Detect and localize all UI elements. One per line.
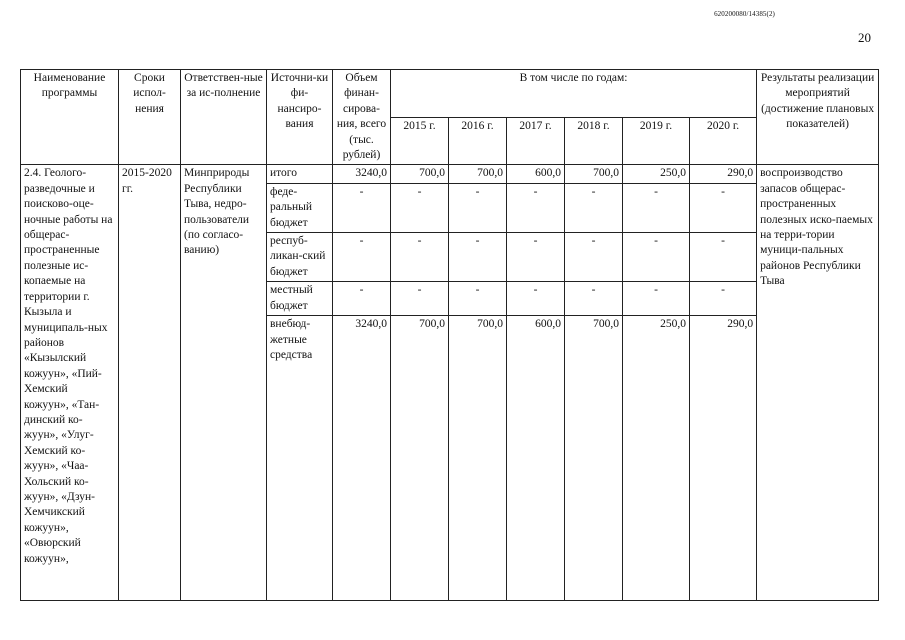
year-cell: - [623, 183, 690, 232]
total-cell: - [333, 183, 391, 232]
program-results: воспроизводство запасов общерас-пространенных полезных иско-паемых на терри-тории муници-пальных районов Республики Тыва [757, 165, 879, 600]
year-cell: 700,0 [391, 316, 449, 365]
header-row [21, 70, 879, 118]
header-by-years: В том числе по годам: [391, 70, 757, 118]
program-terms: 2015-2020 гг. [119, 165, 181, 600]
year-cell: - [565, 282, 623, 316]
year-cell: - [449, 282, 507, 316]
program-responsible: Минприроды Республики Тыва, недро-пользователи (по согласо-ванию) [181, 165, 267, 600]
year-cell: - [690, 233, 757, 282]
source-cell: внебюд-жетные средства [267, 316, 333, 365]
year-cell: - [507, 183, 565, 232]
header-terms: Сроки испол-нения [119, 70, 181, 165]
header-results: Результаты реализации мероприятий (достижение плановых показателей) [757, 70, 879, 165]
page-number: 20 [858, 30, 871, 45]
year-cell: - [623, 282, 690, 316]
header-responsible: Ответствен-ные за ис-полнение [181, 70, 267, 165]
year-cell: - [565, 233, 623, 282]
header-sources: Источни-ки фи-нансиро-вания [267, 70, 333, 165]
year-cell: - [391, 233, 449, 282]
header-year: 2016 г. [449, 117, 507, 165]
year-cell: 290,0 [690, 165, 757, 183]
program-name: 2.4. Геолого-разведочные и поисково-оце-ночные работы на общерас-пространенные полезные ис-копаемые на территории г. Кызыла и муниципаль-ных районов «Кызылский кожуун», «Пий-Хемский кожуун», «Тан-динский ко-жуун», «Улуг-Хемский ко-жуун», «Чаа-Хольский ко-жуун», «Дзун-Хемчикский кожуун», «Овюрский кожуун», [21, 165, 119, 600]
header-volume: Объем финан-сирова-ния, всего (тыс. рублей) [333, 70, 391, 165]
year-cell: 600,0 [507, 165, 565, 183]
header-year: 2015 г. [391, 117, 449, 165]
year-cell: - [565, 183, 623, 232]
total-cell: 3240,0 [333, 316, 391, 365]
total-cell: - [333, 233, 391, 282]
program-table [20, 69, 879, 601]
source-cell: местный бюджет [267, 282, 333, 316]
header-year: 2019 г. [623, 117, 690, 165]
table-row [21, 165, 879, 183]
year-cell: - [690, 183, 757, 232]
total-cell: 3240,0 [333, 165, 391, 183]
source-cell: итого [267, 165, 333, 183]
year-cell: 700,0 [391, 165, 449, 183]
year-cell: - [690, 282, 757, 316]
year-cell: 600,0 [507, 316, 565, 365]
source-cell: феде-ральный бюджет [267, 183, 333, 232]
header-name: Наименование программы [21, 70, 119, 165]
year-cell: 700,0 [449, 316, 507, 365]
year-cell: - [449, 233, 507, 282]
total-cell: - [333, 282, 391, 316]
year-cell: - [391, 183, 449, 232]
source-cell: респуб-ликан-ский бюджет [267, 233, 333, 282]
year-cell: 250,0 [623, 165, 690, 183]
year-cell: - [507, 282, 565, 316]
header-year: 2020 г. [690, 117, 757, 165]
year-cell: - [507, 233, 565, 282]
year-cell: 290,0 [690, 316, 757, 365]
document-code: 620200080/14385(2) [714, 10, 775, 18]
header-year: 2018 г. [565, 117, 623, 165]
year-cell: 700,0 [565, 165, 623, 183]
year-cell: - [449, 183, 507, 232]
header-year: 2017 г. [507, 117, 565, 165]
year-cell: 700,0 [565, 316, 623, 365]
year-cell: 700,0 [449, 165, 507, 183]
year-cell: 250,0 [623, 316, 690, 365]
year-cell: - [391, 282, 449, 316]
year-cell: - [623, 233, 690, 282]
